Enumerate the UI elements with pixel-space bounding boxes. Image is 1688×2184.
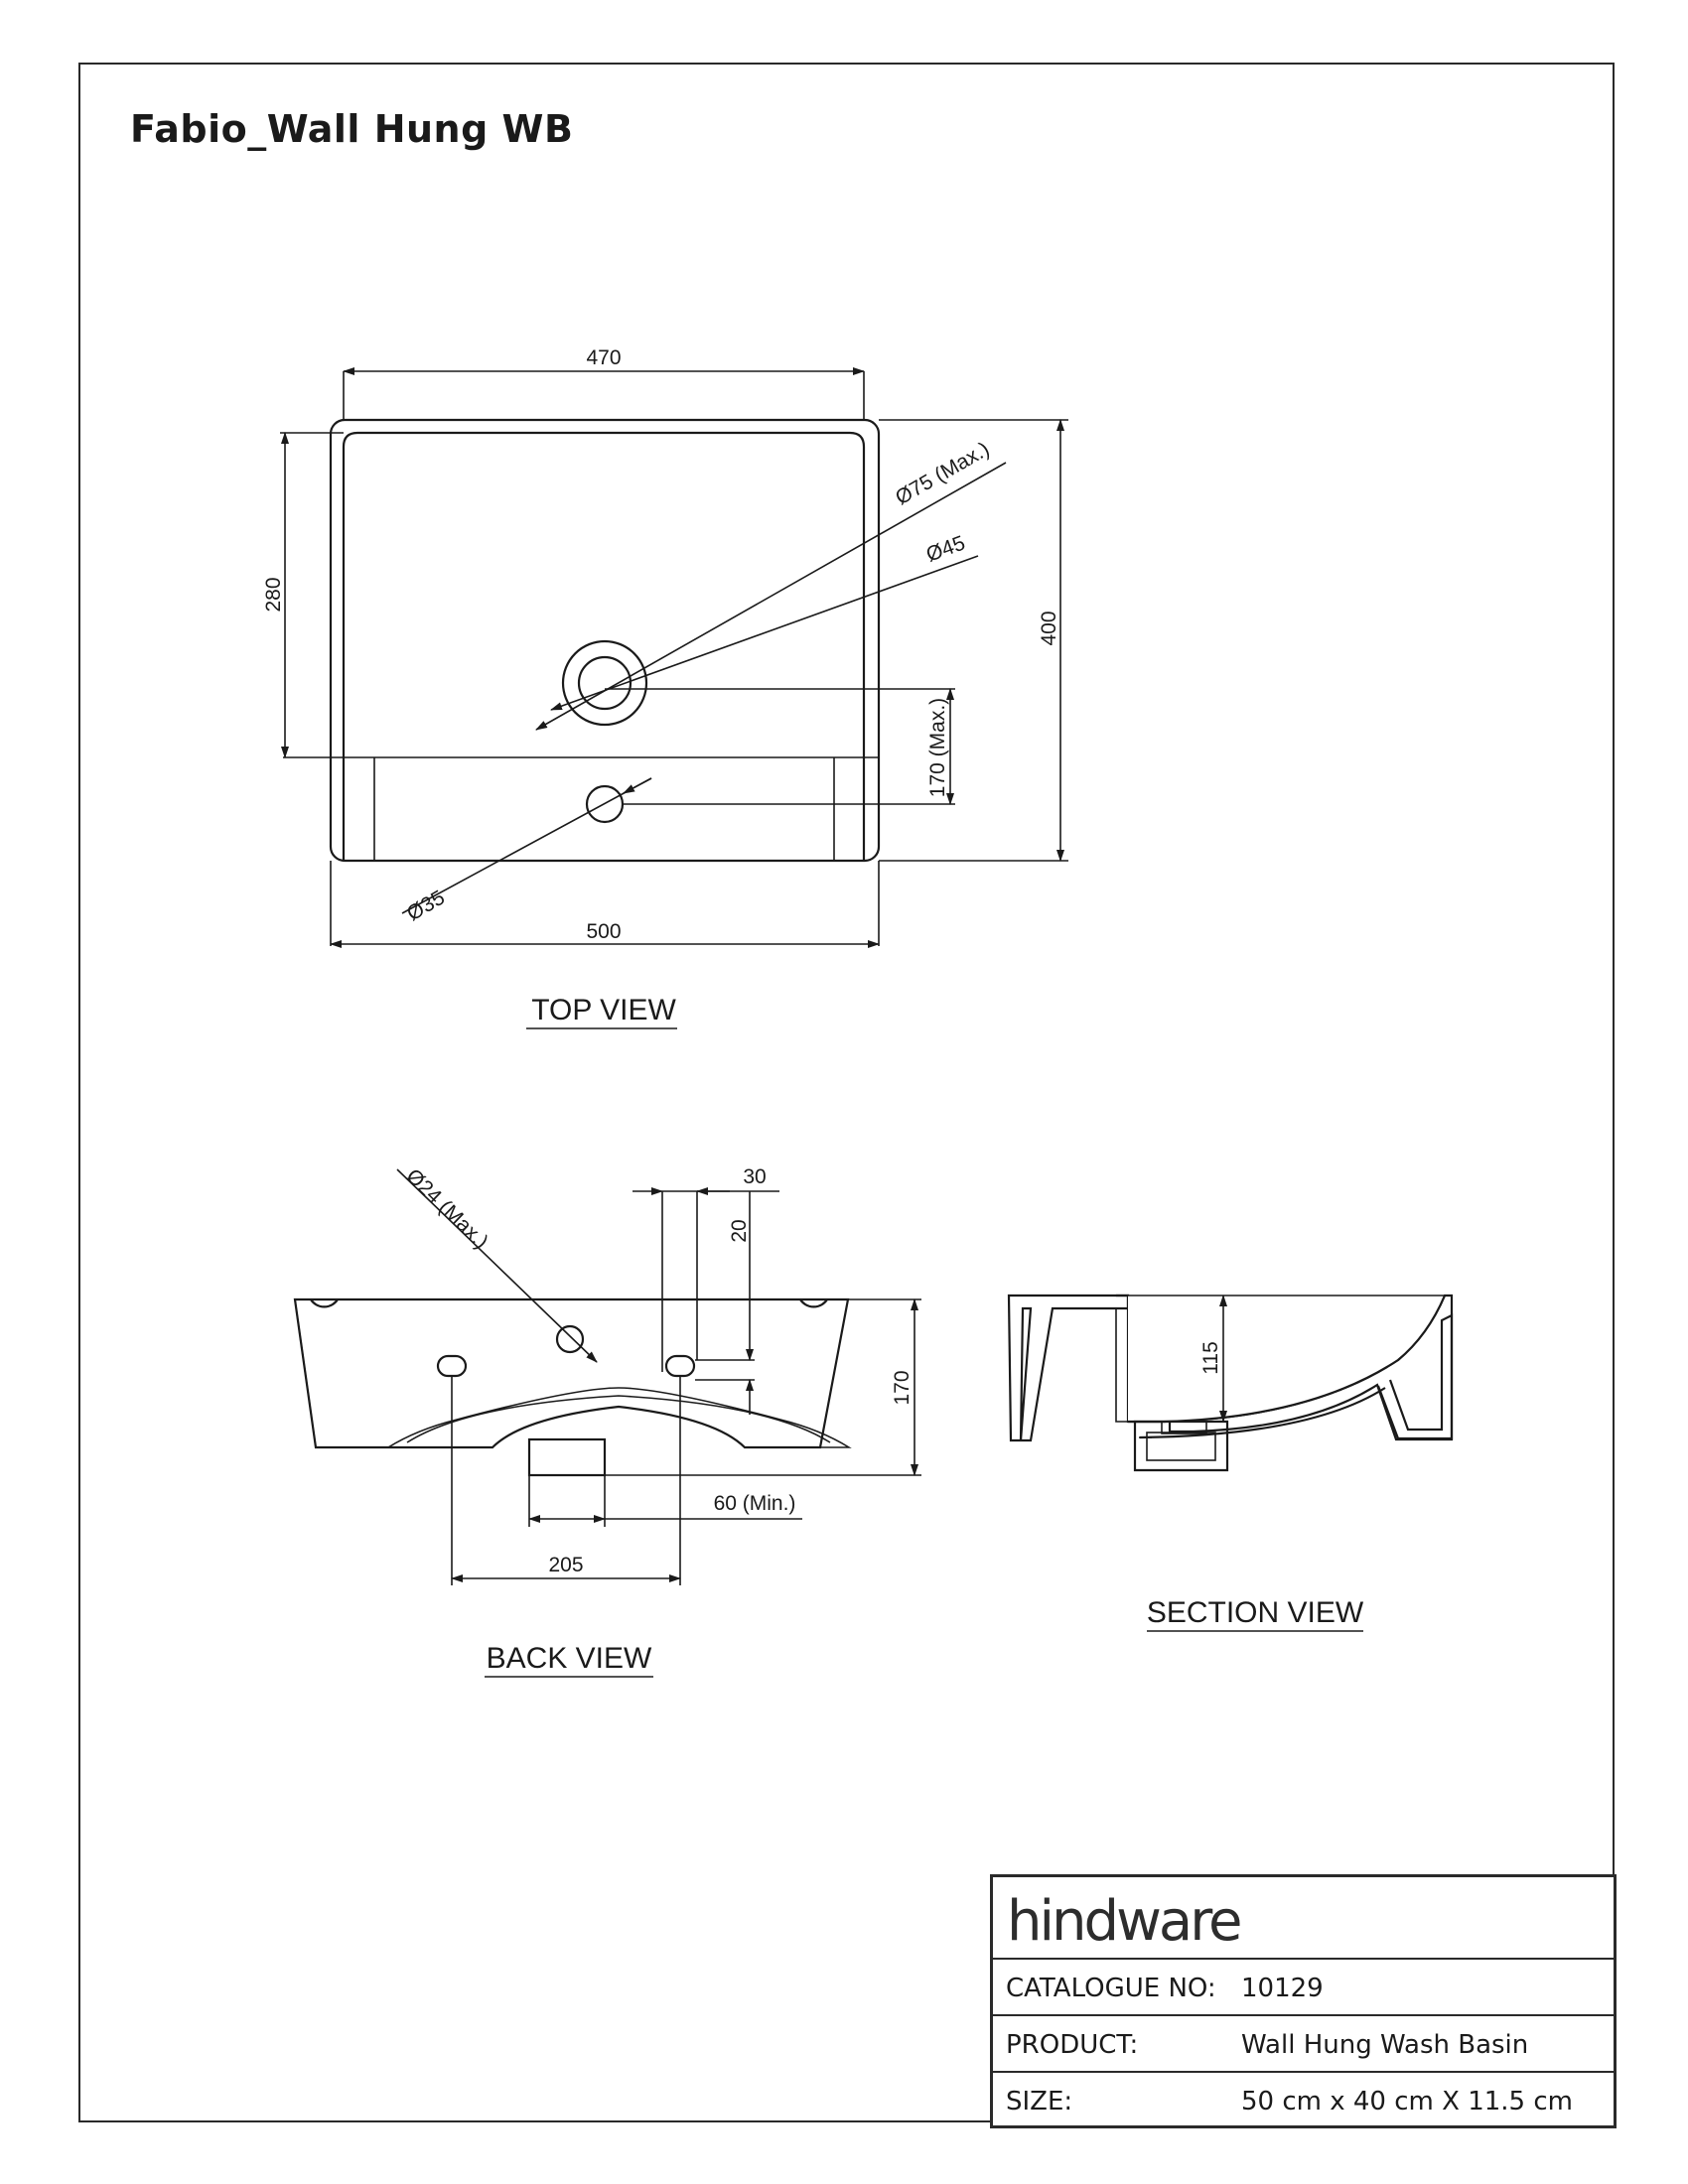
dim-205: 205 bbox=[548, 1554, 584, 1576]
brand-row bbox=[993, 1877, 1614, 1960]
title-block-row-catalogue bbox=[993, 1960, 1614, 2016]
back-view bbox=[295, 1164, 921, 1677]
dim-115: 115 bbox=[1199, 1341, 1222, 1375]
back-view-body bbox=[295, 1299, 848, 1447]
title-block-row-product bbox=[993, 2016, 1614, 2073]
row-key: PRODUCT: bbox=[1006, 2030, 1139, 2060]
dia-75-label: Ø75 (Max.) bbox=[892, 437, 994, 510]
dim-20: 20 bbox=[728, 1219, 751, 1243]
back-view-mount-slot bbox=[666, 1356, 694, 1376]
dim-470: 470 bbox=[586, 346, 622, 369]
dim-30: 30 bbox=[743, 1165, 767, 1188]
row-key: SIZE: bbox=[1006, 2087, 1073, 2116]
dim-400: 400 bbox=[1038, 611, 1060, 646]
top-view-label: TOP VIEW bbox=[531, 994, 676, 1026]
back-view-label: BACK VIEW bbox=[486, 1642, 652, 1675]
row-key: CATALOGUE NO: bbox=[1006, 1974, 1216, 2003]
top-view-inner-bowl bbox=[344, 433, 864, 862]
top-view bbox=[262, 346, 1068, 1028]
brand-logo: hindware bbox=[1007, 1889, 1240, 1954]
back-view-overflow-slot bbox=[438, 1356, 466, 1376]
waste-outlet-outer bbox=[563, 641, 646, 725]
row-value: 10129 bbox=[1241, 1974, 1324, 2003]
dim-170-max: 170 (Max.) bbox=[926, 697, 949, 798]
dim-280: 280 bbox=[262, 577, 285, 613]
dia-45-label: Ø45 bbox=[922, 531, 969, 567]
dia-35-label: Ø35 bbox=[403, 886, 449, 926]
row-value: Wall Hung Wash Basin bbox=[1241, 2030, 1529, 2060]
dia-24-label: Ø24 (Max.) bbox=[401, 1164, 493, 1254]
row-value: 50 cm x 40 cm X 11.5 cm bbox=[1241, 2087, 1573, 2116]
back-view-waste-spigot bbox=[529, 1439, 605, 1475]
dim-170-back: 170 bbox=[891, 1370, 914, 1406]
title-block-row-size bbox=[993, 2073, 1614, 2129]
back-view-fixing-hole bbox=[557, 1326, 583, 1352]
title-block bbox=[990, 1874, 1617, 2128]
section-view-label: SECTION VIEW bbox=[1146, 1596, 1364, 1629]
section-view bbox=[1009, 1296, 1452, 1631]
section-waste bbox=[1135, 1422, 1227, 1470]
drawing-title: Fabio_Wall Hung WB bbox=[130, 107, 574, 151]
section-left-wall bbox=[1009, 1296, 1128, 1440]
dim-500: 500 bbox=[586, 920, 622, 943]
dim-60-min: 60 (Min.) bbox=[713, 1492, 796, 1515]
